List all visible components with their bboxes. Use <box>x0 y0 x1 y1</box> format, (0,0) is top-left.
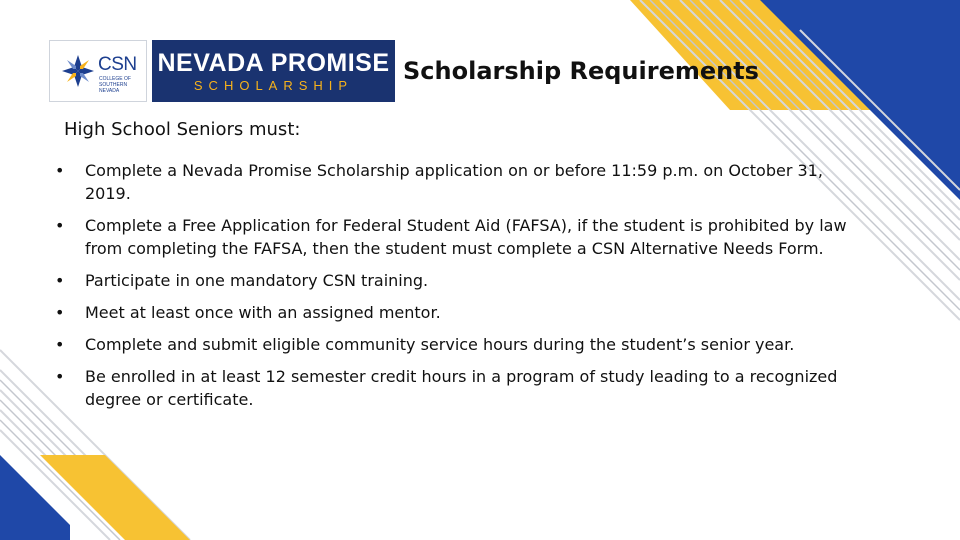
requirement-item <box>55 214 870 260</box>
csn-star-icon <box>60 53 96 89</box>
bullet-icon: • <box>55 161 65 180</box>
requirement-text: Complete a Nevada Promise Scholarship application on or before 11:59 p.m. on October 31, 2019. <box>85 161 823 203</box>
requirement-text: Complete and submit eligible community service hours during the student’s senior year. <box>85 335 795 354</box>
requirements-list <box>55 159 870 420</box>
requirement-item <box>55 333 870 356</box>
csn-logo <box>49 40 147 102</box>
bullet-icon: • <box>55 335 65 354</box>
bullet-icon: • <box>55 216 65 235</box>
nevada-promise-logo-title: NEVADA PROMISE <box>157 49 390 77</box>
csn-logo-subtitle: COLLEGE OF SOUTHERN NEVADA <box>99 76 131 94</box>
bullet-icon: • <box>55 303 65 322</box>
requirement-text: Complete a Free Application for Federal Student Aid (FAFSA), if the student is prohibited by law from completing the FAFSA, then the student must complete a CSN Alternative Needs Form. <box>85 216 847 258</box>
requirement-item <box>55 269 870 292</box>
requirement-text: Participate in one mandatory CSN training. <box>85 271 429 290</box>
requirement-text: Be enrolled in at least 12 semester credit hours in a program of study leading to a recognized degree or certificate. <box>85 367 838 409</box>
requirement-text: Meet at least once with an assigned mentor. <box>85 303 441 322</box>
nevada-promise-logo <box>152 40 395 102</box>
csn-logo-name: CSN <box>98 54 137 75</box>
bullet-icon: • <box>55 271 65 290</box>
requirement-item <box>55 365 870 411</box>
slide-subtitle: High School Seniors must: <box>64 119 301 140</box>
bullet-icon: • <box>55 367 65 386</box>
requirement-item <box>55 301 870 324</box>
slide-title: Scholarship Requirements <box>403 57 759 85</box>
requirement-item <box>55 159 870 205</box>
nevada-promise-logo-subtitle: SCHOLARSHIP <box>193 78 354 93</box>
